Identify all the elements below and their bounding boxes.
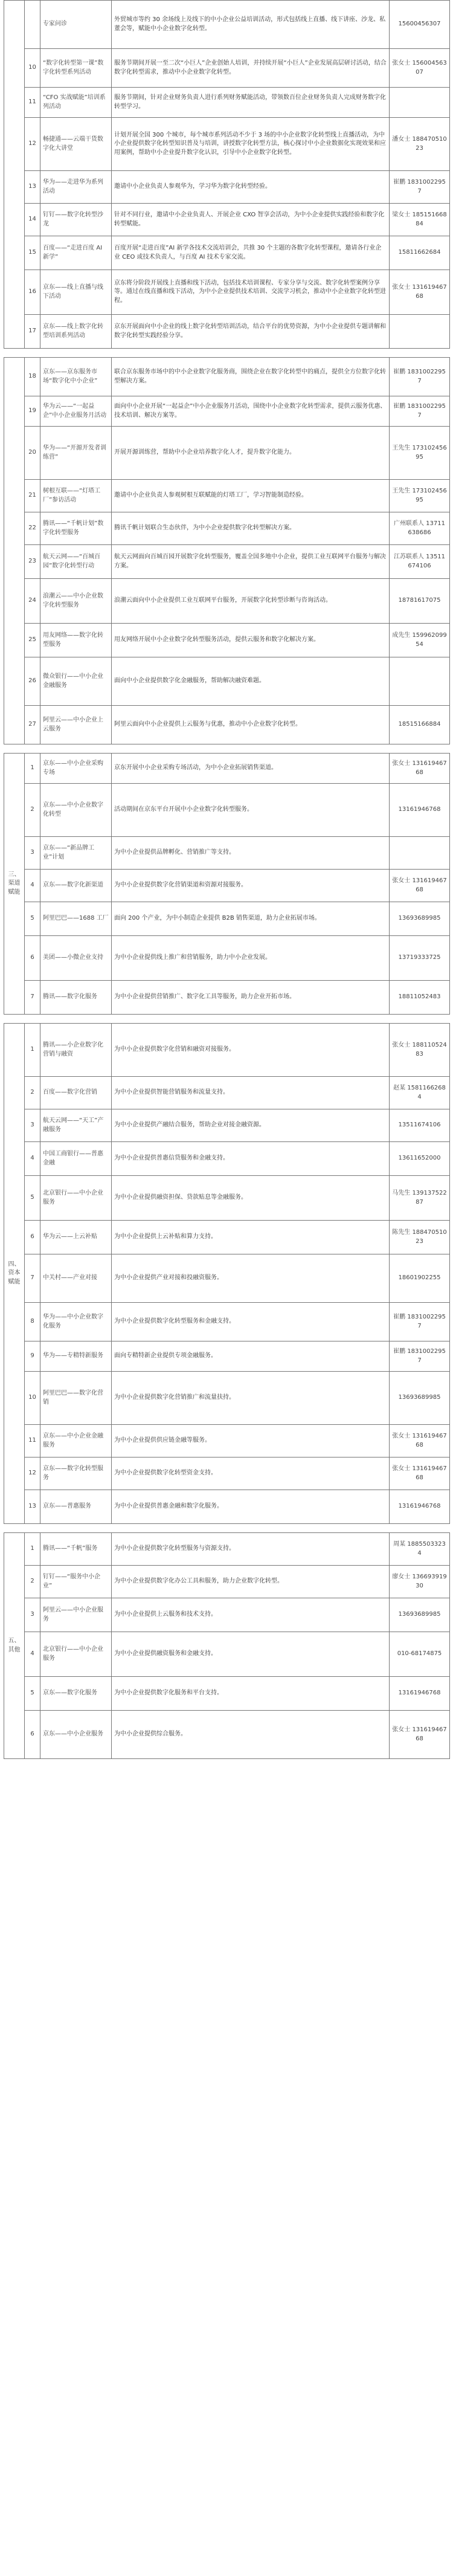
activity-name: 中国工商银行——普惠金融: [40, 1142, 112, 1176]
activity-description: 邀请中小企业负责人参观树根互联赋能的灯塔工厂，学习智能制造经验。: [112, 480, 390, 512]
activity-name: 华为——走进华为系列活动: [40, 171, 112, 204]
activity-name: 华为云——“一起益企”中小企业服务月活动: [40, 396, 112, 427]
activity-name: 阿里巴巴——1688 工厂: [40, 902, 112, 936]
activity-description: 为中小企业提供智能营销服务和流量支持。: [112, 1077, 390, 1109]
activity-name: 百度——“走进百度 AI 新学”: [40, 236, 112, 270]
activity-description: 面向 200 个产业，为中小制造企业提供 B2B 销售渠道，助力企业拓展市场。: [112, 902, 390, 936]
row-number: 10: [25, 49, 40, 88]
activity-description: 服务节期间开展一至二次“小巨人”企业创始人培训，并持续开展“小巨人”企业发展高层研讨活动，结合数字化转型需求，推动中小企业数字化转型。: [112, 49, 390, 88]
table-row: [4, 981, 450, 1015]
table-row: [4, 315, 450, 349]
row-number: 2: [25, 784, 40, 837]
contact-info: 15600456307: [390, 1, 450, 49]
activity-description: 针对不同行业，邀请中小企业负责人、开展企业 CXO 智享会活动，为中小企业提供实践经验和数字化转型赋能。: [112, 204, 390, 236]
section-gap-cell: [4, 1015, 450, 1024]
table-row: [4, 49, 450, 88]
contact-info: 陈先生 18847051023: [390, 1221, 450, 1254]
activity-name: 京东——中小企业采购专场: [40, 754, 112, 784]
activity-description: 为中小企业提供数字化营销渠道和资源对接服务。: [112, 870, 390, 902]
services-table-body: [4, 1, 450, 1759]
activity-description: 为中小企业提供产业对接和投融资服务。: [112, 1254, 390, 1303]
contact-info: 张女士 15600456307: [390, 49, 450, 88]
row-number: 12: [25, 118, 40, 171]
contact-info: 13161946768: [390, 1677, 450, 1711]
table-row: [4, 396, 450, 427]
row-number: 1: [25, 1024, 40, 1077]
row-number: 23: [25, 545, 40, 579]
section-gap: [4, 1524, 450, 1533]
contact-info: 13161946768: [390, 784, 450, 837]
table-row: [4, 1372, 450, 1425]
contact-info: 张女士 13161946768: [390, 1457, 450, 1490]
row-number: 24: [25, 579, 40, 624]
contact-info: [390, 88, 450, 118]
table-row: [4, 1221, 450, 1254]
row-number: 5: [25, 1677, 40, 1711]
contact-info: [390, 315, 450, 349]
activity-description: 腾讯千帆计划联合生态伙伴，为中小企业提供数字化转型解决方案。: [112, 512, 390, 545]
activity-description: 计划开展全国 300 个城市，每个城市系列活动不少于 3 场的中小企业数字化转型线上直播活动，为中小企业提供数字化转型知识普及与培训，讲授数字化转型方法，核心探讨中小企业数据化实现效果和应用案例，帮助中小企业提升数字化认识，引导中小企业数字化转型。: [112, 118, 390, 171]
category-cell: [4, 1, 25, 349]
activity-description: 为中小企业提供普惠金融和数字化服务。: [112, 1490, 390, 1524]
table-row: [4, 754, 450, 784]
activity-name: 京东——中小企业金融服务: [40, 1425, 112, 1457]
activity-name: “数字化转型第一课”数字化转型系列活动: [40, 49, 112, 88]
activity-description: 为中小企业提供数字化转型资金支持。: [112, 1457, 390, 1490]
table-row: [4, 512, 450, 545]
row-number: 21: [25, 480, 40, 512]
activity-name: 阿里云——中小企业服务: [40, 1598, 112, 1632]
category-cell: 四、资本赋能: [4, 1024, 25, 1524]
activity-name: 专家问诊: [40, 1, 112, 49]
activity-description: 为中小企业提供产融结合服务，帮助企业对接金融资源。: [112, 1109, 390, 1142]
activity-name: 京东——数字化转型服务: [40, 1457, 112, 1490]
activity-description: 为中小企业提供线上推广和营销服务，助力中小企业发展。: [112, 936, 390, 981]
activity-name: 用友网络——数字化转型服务: [40, 624, 112, 657]
table-row: [4, 870, 450, 902]
activity-name: 京东——数字化新渠道: [40, 870, 112, 902]
activity-description: 京东将分阶段开展线上直播和线下活动，包括技术培训课程、专家分享与交流、数字化转型案例分享等。通过在线直播和线下活动，为中小企业提供技术培训、交流学习机会，推动中小企业数字化转型进程。: [112, 270, 390, 315]
table-row: [4, 579, 450, 624]
contact-info: 13511674106: [390, 1109, 450, 1142]
contact-info: 18601902255: [390, 1254, 450, 1303]
activity-name: 钉钉——数字化转型沙龙: [40, 204, 112, 236]
activity-name: 京东——中小企业数字化转型: [40, 784, 112, 837]
activity-name: “CFO 实战赋能”培训系列活动: [40, 88, 112, 118]
table-row: [4, 1677, 450, 1711]
contact-info: 马先生 13913752287: [390, 1176, 450, 1221]
activity-name: 航天云网——“天工”产融服务: [40, 1109, 112, 1142]
activity-description: 阿里云面向中小企业提供上云服务与优惠，推动中小企业数字化转型。: [112, 706, 390, 744]
activity-description: 京东开展中小企业采购专场活动，为中小企业拓展销售渠道。: [112, 754, 390, 784]
activity-description: 为中小企业提供综合服务。: [112, 1711, 390, 1759]
contact-info: 廖女士 13669391930: [390, 1566, 450, 1598]
activity-name: 腾讯——“千帆”服务: [40, 1533, 112, 1566]
activity-description: 为中小企业提供上云服务和技术支持。: [112, 1598, 390, 1632]
activity-name: 华为——“开源开发者训练营”: [40, 427, 112, 480]
table-row: [4, 657, 450, 706]
activity-description: 活动期间在京东平台开展中小企业数字化转型服务。: [112, 784, 390, 837]
activity-description: 为中小企业提供数字化转型服务和金融支持。: [112, 1303, 390, 1341]
row-number: 11: [25, 88, 40, 118]
category-cell: 三、渠道赋能: [4, 754, 25, 1015]
activity-description: 为中小企业提供供应链金融等服务。: [112, 1425, 390, 1457]
activity-name: 百度——数字化营销: [40, 1077, 112, 1109]
contact-info: 王先生 17310245695: [390, 427, 450, 480]
contact-info: 18515166884: [390, 706, 450, 744]
row-number: 22: [25, 512, 40, 545]
category-cell: [4, 358, 25, 744]
table-row: [4, 784, 450, 837]
table-row: [4, 1533, 450, 1566]
row-number: 4: [25, 1142, 40, 1176]
row-number: 4: [25, 870, 40, 902]
activity-name: 阿里云——中小企业上云服务: [40, 706, 112, 744]
activity-description: 面向中小企业提供数字化金融服务，帮助解决融资难题。: [112, 657, 390, 706]
activity-description: 为中小企业提供营销推广、数字化工具等服务，助力企业开拓市场。: [112, 981, 390, 1015]
row-number: 5: [25, 1176, 40, 1221]
row-number: 18: [25, 358, 40, 396]
activity-description: 为中小企业提供数字化营销推广和流量扶持。: [112, 1372, 390, 1425]
contact-info: 成先生 15996209954: [390, 624, 450, 657]
activity-name: 京东——线上数字化转型培训系列活动: [40, 315, 112, 349]
table-row: [4, 1566, 450, 1598]
table-row: [4, 837, 450, 870]
section-gap-cell: [4, 1524, 450, 1533]
table-row: [4, 1303, 450, 1341]
contact-info: 18781617075: [390, 579, 450, 624]
row-number: 2: [25, 1077, 40, 1109]
row-number: 27: [25, 706, 40, 744]
activity-description: 为中小企业提供数字化服务和平台支持。: [112, 1677, 390, 1711]
activity-name: 京东——普惠服务: [40, 1490, 112, 1524]
activity-description: 京东开展面向中小企业的线上数字化转型培训活动，结合平台的优势资源，为中小企业提供专题讲解和数字化转型实践经验分享。: [112, 315, 390, 349]
table-row: [4, 427, 450, 480]
table-row: [4, 1632, 450, 1677]
contact-info: 13161946768: [390, 1490, 450, 1524]
table-row: [4, 1598, 450, 1632]
row-number: 10: [25, 1372, 40, 1425]
activity-name: 北京银行——中小企业服务: [40, 1632, 112, 1677]
contact-info: 王先生 17310245695: [390, 480, 450, 512]
activity-name: 腾讯——数字化服务: [40, 981, 112, 1015]
contact-info: 张女士 18811052483: [390, 1024, 450, 1077]
row-number: 4: [25, 1632, 40, 1677]
section-gap-cell: [4, 349, 450, 358]
contact-info: 崔鹏 18310022957: [390, 1341, 450, 1372]
activity-description: 为中小企业提供数字化转型服务与资源支持。: [112, 1533, 390, 1566]
table-row: [4, 545, 450, 579]
table-row: [4, 1024, 450, 1077]
row-number: 15: [25, 236, 40, 270]
table-row: [4, 270, 450, 315]
table-row: [4, 936, 450, 981]
row-number: 2: [25, 1566, 40, 1598]
activity-name: 北京银行——中小企业服务: [40, 1176, 112, 1221]
table-row: [4, 1457, 450, 1490]
activity-name: 钉钉——“服务中小企业”: [40, 1566, 112, 1598]
contact-info: 13693689985: [390, 902, 450, 936]
activity-description: 为中小企业提供品牌孵化、营销推广等支持。: [112, 837, 390, 870]
contact-info: 13693689985: [390, 1598, 450, 1632]
activity-name: 京东——数字化服务: [40, 1677, 112, 1711]
contact-info: 张女士 13161946768: [390, 1425, 450, 1457]
activity-description: 服务节期间，针对企业财务负责人进行系列财务赋能活动，带领数百位企业财务负责人完成财务数字化转型学习。: [112, 88, 390, 118]
table-row: [4, 1142, 450, 1176]
contact-info: [390, 657, 450, 706]
activity-name: 中关村——产业对接: [40, 1254, 112, 1303]
activity-description: 为中小企业提供普惠信贷服务和金融支持。: [112, 1142, 390, 1176]
row-number: 13: [25, 1490, 40, 1524]
activity-description: 为中小企业提供融资服务和金融支持。: [112, 1632, 390, 1677]
row-number: 6: [25, 1221, 40, 1254]
activity-description: 面向中小企业开展“一起益企”中小企业服务月活动，围绕中小企业数字化转型需求，提供云服务优惠、技术培训、解决方案等。: [112, 396, 390, 427]
table-row: [4, 1109, 450, 1142]
table-row: [4, 1490, 450, 1524]
row-number: 17: [25, 315, 40, 349]
row-number: 3: [25, 1109, 40, 1142]
row-number: 1: [25, 1533, 40, 1566]
table-row: [4, 204, 450, 236]
contact-info: 潘女士 18847051023: [390, 118, 450, 171]
row-number: 3: [25, 1598, 40, 1632]
row-number: 7: [25, 981, 40, 1015]
activity-description: 为中小企业提供上云补贴和算力支持。: [112, 1221, 390, 1254]
table-row: [4, 706, 450, 744]
table-row: [4, 88, 450, 118]
table-row: [4, 1254, 450, 1303]
activity-description: 为中小企业提供数字化营销和融资对接服务。: [112, 1024, 390, 1077]
row-number: 26: [25, 657, 40, 706]
contact-info: 15811662684: [390, 236, 450, 270]
section-gap-cell: [4, 744, 450, 754]
services-table: [4, 0, 450, 1759]
activity-name: 微众银行——中小企业金融服务: [40, 657, 112, 706]
contact-info: 周某 18855033234: [390, 1533, 450, 1566]
table-row: [4, 358, 450, 396]
row-number: 14: [25, 204, 40, 236]
contact-info: 13719333725: [390, 936, 450, 981]
activity-description: 用友网络开展中小企业数字化转型服务活动，提供云服务和数字化解决方案。: [112, 624, 390, 657]
activity-description: 为中小企业提供融资担保、贷款贴息等金融服务。: [112, 1176, 390, 1221]
activity-name: 华为——中小企业数字化服务: [40, 1303, 112, 1341]
document-table-container: [4, 0, 449, 1759]
row-number: 3: [25, 837, 40, 870]
table-row: [4, 1341, 450, 1372]
activity-description: 面向专精特新企业提供专项金融服务。: [112, 1341, 390, 1372]
row-number: [25, 1, 40, 49]
row-number: 6: [25, 936, 40, 981]
row-number: 5: [25, 902, 40, 936]
activity-description: 联合京东服务市场中的中小企业数字化服务商，围绕企业在数字化转型中的痛点，提供全方位数字化转型解决方案。: [112, 358, 390, 396]
table-row: [4, 1176, 450, 1221]
row-number: 16: [25, 270, 40, 315]
activity-description: 浪潮云面向中小企业提供工业互联网平台服务，开展数字化转型诊断与咨询活动。: [112, 579, 390, 624]
contact-info: 张女士 13161946768: [390, 1711, 450, 1759]
row-number: 11: [25, 1425, 40, 1457]
row-number: 12: [25, 1457, 40, 1490]
section-gap: [4, 744, 450, 754]
activity-description: 为中小企业提供数字化办公工具和服务，助力企业数字化转型。: [112, 1566, 390, 1598]
contact-info: 梁女士 18515166884: [390, 204, 450, 236]
row-number: 8: [25, 1303, 40, 1341]
activity-description: 百度开展“走进百度”AI 新学各技术交流培训会，共推 30 个主题的各数字化转型课程，邀请各行业企业 CEO 或技术负责人，与百度 AI 技术专家交流。: [112, 236, 390, 270]
table-row: [4, 171, 450, 204]
row-number: 25: [25, 624, 40, 657]
contact-info: 13693689985: [390, 1372, 450, 1425]
contact-info: 崔鹏 18310022957: [390, 171, 450, 204]
activity-description: 航天云网面向百城百园开展数字化转型服务，覆盖全国多地中小企业，提供工业互联网平台服务与解决方案。: [112, 545, 390, 579]
activity-description: 外贸城市等约 30 余场线上及线下的中小企业公益培训活动，形式包括线上直播、线下讲座、沙龙、私董会等，赋能中小企业数字化转型。: [112, 1, 390, 49]
row-number: 20: [25, 427, 40, 480]
contact-info: [390, 837, 450, 870]
table-row: [4, 118, 450, 171]
contact-info: 崔鹏 18310022957: [390, 358, 450, 396]
activity-name: 京东——中小企业服务: [40, 1711, 112, 1759]
table-row: [4, 1077, 450, 1109]
row-number: 6: [25, 1711, 40, 1759]
activity-name: 华为——专精特新服务: [40, 1341, 112, 1372]
contact-info: 18811052483: [390, 981, 450, 1015]
activity-name: 浪潮云——中小企业数字化转型服务: [40, 579, 112, 624]
section-gap: [4, 1015, 450, 1024]
contact-info: 010-68174875: [390, 1632, 450, 1677]
activity-name: 航天云网——“百城百园”数字化转型行动: [40, 545, 112, 579]
contact-info: 张女士 13161946768: [390, 870, 450, 902]
contact-info: 广州联系人 13711638686: [390, 512, 450, 545]
table-row: [4, 1425, 450, 1457]
activity-name: 京东——“新品牌工业”计划: [40, 837, 112, 870]
row-number: 9: [25, 1341, 40, 1372]
contact-info: 赵某 15811662684: [390, 1077, 450, 1109]
row-number: 19: [25, 396, 40, 427]
row-number: 13: [25, 171, 40, 204]
contact-info: 张女士 13161946768: [390, 270, 450, 315]
activity-name: 阿里巴巴——数字化营销: [40, 1372, 112, 1425]
activity-name: 畅捷通——云端干货数字化大讲堂: [40, 118, 112, 171]
activity-description: 开展开源训练营，帮助中小企业培养数字化人才，提升数字化能力。: [112, 427, 390, 480]
table-row: [4, 1, 450, 49]
category-cell: 五、其他: [4, 1533, 25, 1759]
table-row: [4, 624, 450, 657]
row-number: 7: [25, 1254, 40, 1303]
activity-name: 美团——小微企业支持: [40, 936, 112, 981]
activity-name: 腾讯——“千帆计划”数字化转型服务: [40, 512, 112, 545]
table-row: [4, 236, 450, 270]
contact-info: 崔鹏 18310022957: [390, 396, 450, 427]
table-row: [4, 902, 450, 936]
activity-description: 邀请中小企业负责人参观华为，学习华为数字化转型经验。: [112, 171, 390, 204]
table-row: [4, 480, 450, 512]
contact-info: 崔鹏 18310022957: [390, 1303, 450, 1341]
table-row: [4, 1711, 450, 1759]
contact-info: 江苏联系人 13511674106: [390, 545, 450, 579]
activity-name: 京东——线上直播与线下活动: [40, 270, 112, 315]
activity-name: 华为云——上云补贴: [40, 1221, 112, 1254]
activity-name: 京东——京东服务市场“数字化中小企业”: [40, 358, 112, 396]
activity-name: 腾讯——小企业数字化营销与融资: [40, 1024, 112, 1077]
section-gap: [4, 349, 450, 358]
contact-info: 13611652000: [390, 1142, 450, 1176]
activity-name: 树根互联——“灯塔工厂”参访活动: [40, 480, 112, 512]
contact-info: 张女士 13161946768: [390, 754, 450, 784]
row-number: 1: [25, 754, 40, 784]
